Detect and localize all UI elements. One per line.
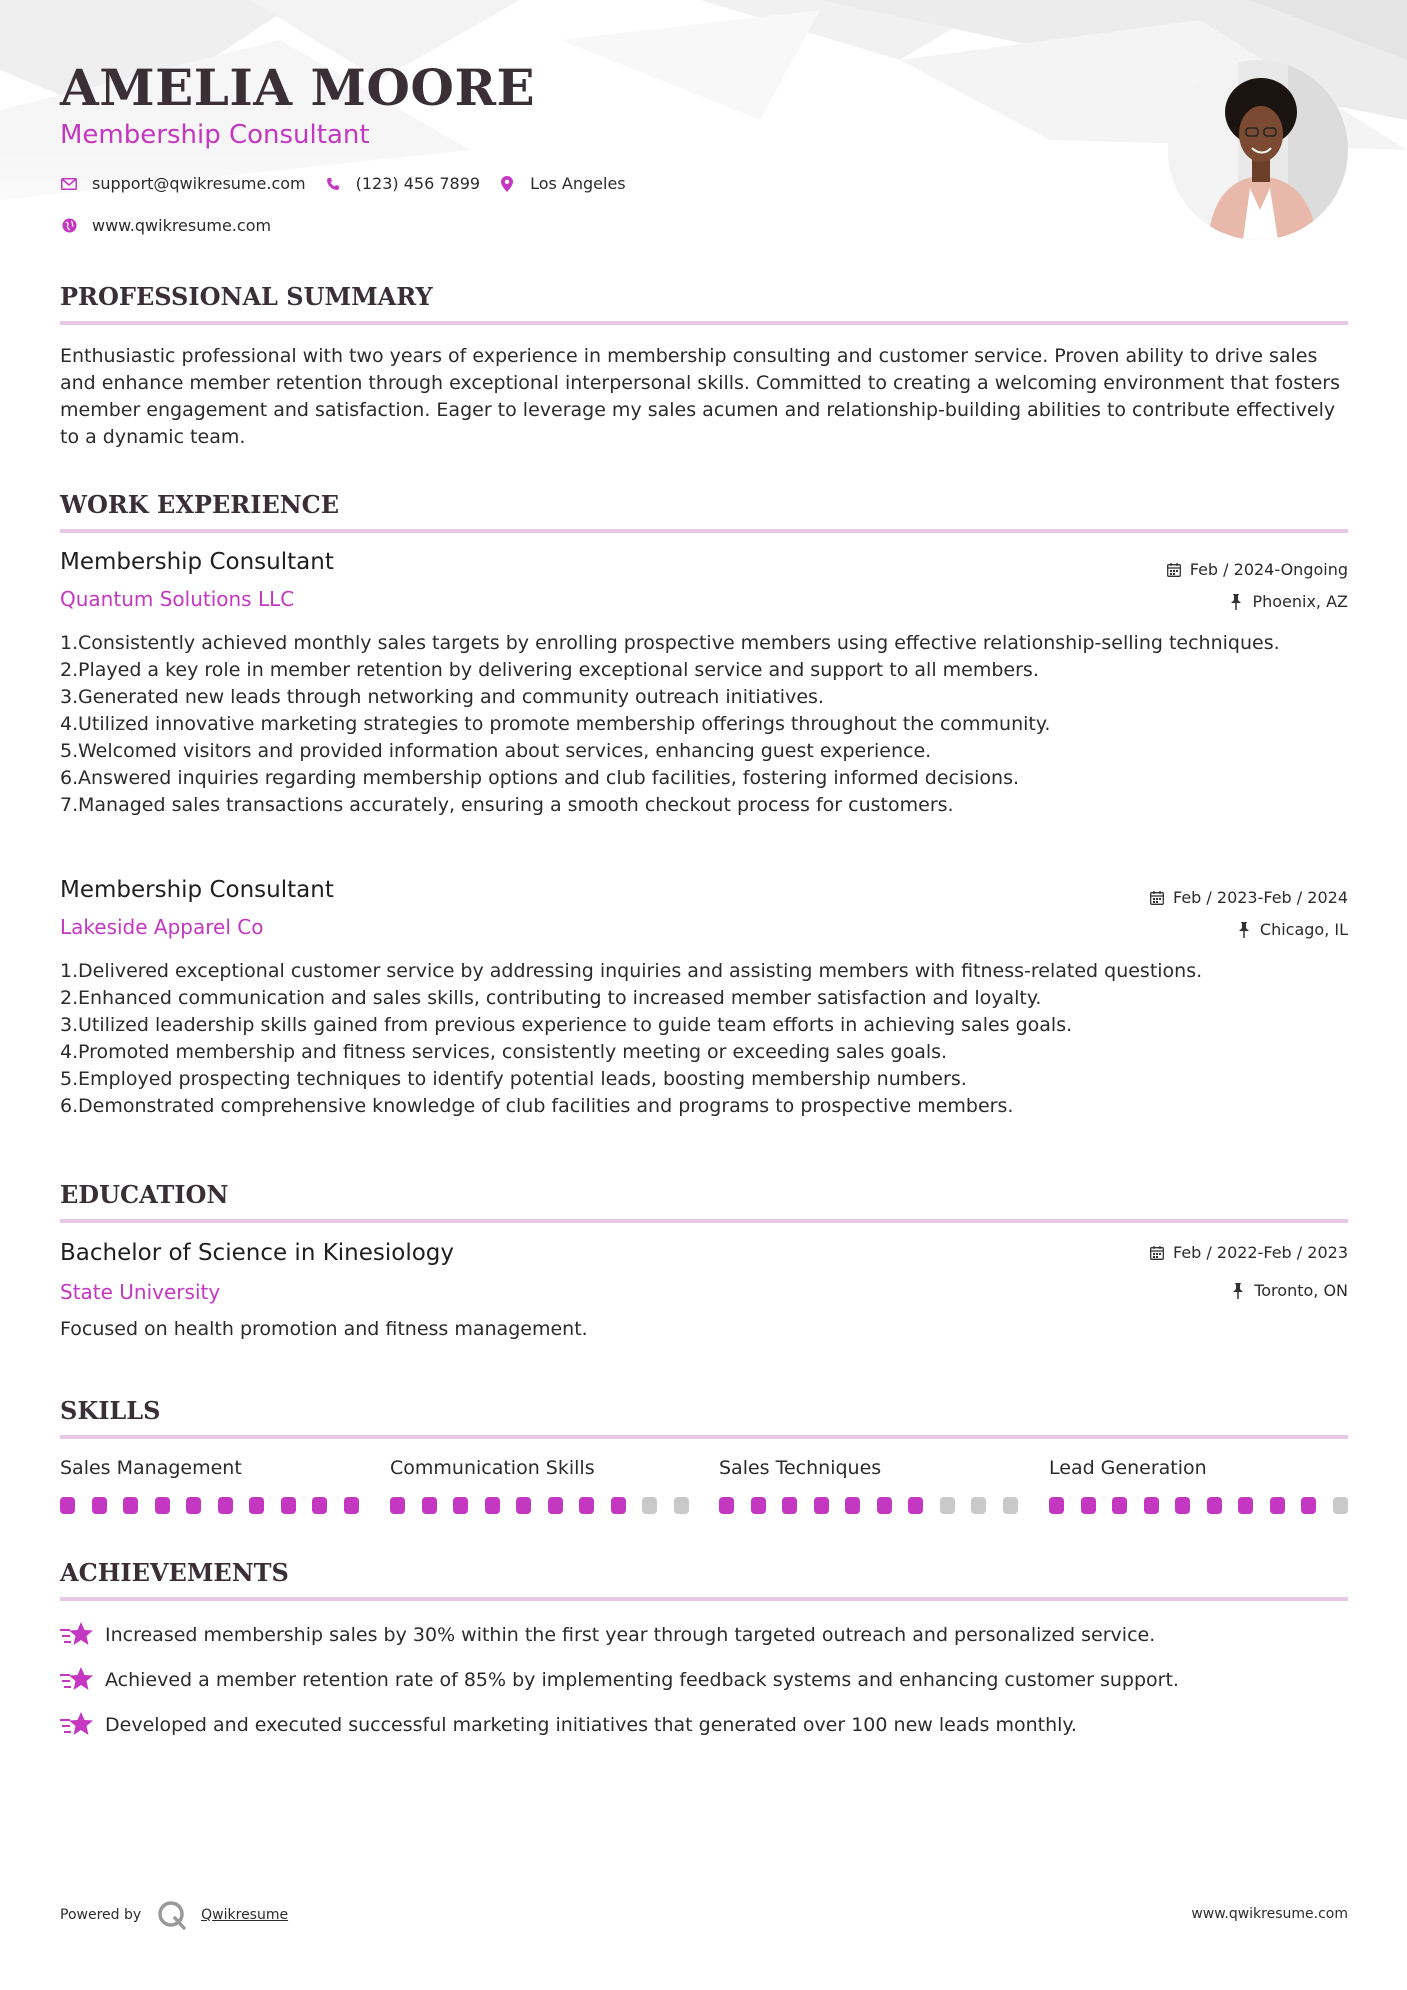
skill-name: Sales Management [60, 1457, 242, 1479]
skill-dot-filled [579, 1497, 594, 1514]
skill-dot-empty [1003, 1497, 1018, 1514]
job-2-title: Membership Consultant [60, 877, 334, 903]
skill-dot-filled [1270, 1497, 1285, 1514]
skill-dot-filled [218, 1497, 233, 1514]
skill-dot-empty [674, 1497, 689, 1514]
skill-item [390, 1457, 690, 1479]
skill-rating [390, 1497, 705, 1514]
list-item: 1. Delivered exceptional customer service by addressing inquiries and assisting members with fitness-related questions. [60, 960, 1203, 982]
skill-item [60, 1457, 360, 1479]
skill-dot-filled [186, 1497, 201, 1514]
skill-dot-filled [92, 1497, 107, 1514]
achievement-text: Developed and executed successful marketing initiatives that generated over 100 new leads monthly. [105, 1714, 1077, 1736]
summary-heading: PROFESSIONAL SUMMARY [60, 282, 433, 311]
skill-dot-filled [249, 1497, 264, 1514]
skill-dot-filled [344, 1497, 359, 1514]
email-icon [60, 175, 78, 193]
skills-heading: SKILLS [60, 1396, 161, 1425]
contact-row-primary [60, 174, 644, 193]
list-item: 6. Demonstrated comprehensive knowledge of club facilities and programs to prospective members. [60, 1095, 1014, 1117]
education-divider [60, 1219, 1348, 1223]
calendar-icon [1149, 890, 1165, 906]
skill-dot-filled [611, 1497, 626, 1514]
powered-by-label: Powered by [60, 1907, 142, 1923]
job-2-date [1149, 888, 1348, 907]
calendar-icon [1149, 1245, 1165, 1261]
globe-icon [60, 217, 78, 235]
job-2-company: Lakeside Apparel Co [60, 915, 264, 939]
skill-dot-empty [971, 1497, 986, 1514]
list-item: 4. Promoted membership and fitness services, consistently meeting or exceeding sales goals. [60, 1041, 948, 1063]
profile-photo [1168, 60, 1348, 240]
pushpin-icon [1228, 594, 1244, 610]
calendar-icon [1166, 562, 1182, 578]
candidate-title: Membership Consultant [60, 120, 370, 150]
skill-rating [60, 1497, 375, 1514]
qwikresume-logo-icon [157, 1900, 187, 1930]
skill-dot-filled [123, 1497, 138, 1514]
skill-item [1049, 1457, 1349, 1479]
education-location [1230, 1281, 1348, 1300]
skill-dot-filled [1238, 1497, 1253, 1514]
skill-dot-filled [751, 1497, 766, 1514]
list-item: 4. Utilized innovative marketing strategies to promote membership offerings throughout the community. [60, 713, 1051, 735]
skill-dot-filled [1175, 1497, 1190, 1514]
contact-row-secondary [60, 216, 289, 235]
job-2-location [1236, 920, 1348, 939]
job-1-location [1228, 592, 1348, 611]
skill-dot-filled [719, 1497, 734, 1514]
job-1-company: Quantum Solutions LLC [60, 587, 295, 611]
skill-dot-filled [1207, 1497, 1222, 1514]
list-item: 5. Employed prospecting techniques to identify potential leads, boosting membership numbers. [60, 1068, 967, 1090]
education-location-text: Toronto, ON [1254, 1281, 1348, 1300]
job-1-bullets [60, 630, 1348, 819]
experience-heading: WORK EXPERIENCE [60, 490, 340, 519]
footer-website[interactable]: www.qwikresume.com [1191, 1906, 1348, 1922]
skill-rating [719, 1497, 1034, 1514]
achievement-item [60, 1710, 1077, 1740]
skill-name: Sales Techniques [719, 1457, 882, 1479]
job-2-bullets [60, 958, 1348, 1120]
list-item: 5. Welcomed visitors and provided information about services, enhancing guest experience. [60, 740, 932, 762]
achievements-divider [60, 1597, 1348, 1601]
job-1-title: Membership Consultant [60, 549, 334, 575]
list-item: 7. Managed sales transactions accurately, ensuring a smooth checkout process for customers. [60, 794, 954, 816]
achievement-item [60, 1620, 1155, 1650]
location-pin-icon [498, 175, 516, 193]
summary-text: Enthusiastic professional with two years of experience in membership consulting and customer service. Proven ability to drive sales and enhance member retention through exceptional interpersonal skills. Committed to creating a welcoming environment that fosters member engagement and satisfaction. Eager to leverage my sales acumen and relationship-building abilities to contribute effectively to a dynamic team. [60, 345, 1340, 448]
achievement-item [60, 1665, 1179, 1695]
education-school: State University [60, 1280, 221, 1304]
skill-dot-filled [312, 1497, 327, 1514]
skill-dot-filled [422, 1497, 437, 1514]
skill-dot-filled [877, 1497, 892, 1514]
footer-powered-by [60, 1900, 288, 1930]
job-1-date [1166, 560, 1348, 579]
shooting-star-icon [60, 1665, 94, 1695]
phone-text[interactable]: (123) 456 7899 [355, 174, 481, 193]
job-2-date-text: Feb / 2023-Feb / 2024 [1173, 888, 1348, 907]
achievement-text: Achieved a member retention rate of 85% by implementing feedback systems and enhancing customer support. [105, 1669, 1179, 1691]
shooting-star-icon [60, 1710, 94, 1740]
skill-dot-filled [548, 1497, 563, 1514]
job-1-location-text: Phoenix, AZ [1252, 592, 1348, 611]
skill-dot-filled [281, 1497, 296, 1514]
skill-dot-filled [814, 1497, 829, 1514]
education-degree: Bachelor of Science in Kinesiology [60, 1240, 455, 1266]
website-text[interactable]: www.qwikresume.com [92, 216, 272, 235]
pushpin-icon [1230, 1283, 1246, 1299]
education-description: Focused on health promotion and fitness management. [60, 1318, 588, 1340]
list-item: 3. Generated new leads through networking and community outreach initiatives. [60, 686, 824, 708]
pushpin-icon [1236, 922, 1252, 938]
skill-item [719, 1457, 1019, 1479]
skill-dot-filled [1112, 1497, 1127, 1514]
skill-dot-filled [516, 1497, 531, 1514]
qwikresume-link[interactable]: Qwikresume [201, 1907, 289, 1923]
education-date-text: Feb / 2022-Feb / 2023 [1173, 1243, 1348, 1262]
skill-dot-empty [940, 1497, 955, 1514]
list-item: 2. Enhanced communication and sales skills, contributing to increased member satisfaction and loyalty. [60, 987, 1042, 1009]
skill-dot-filled [453, 1497, 468, 1514]
list-item: 3. Utilized leadership skills gained from previous experience to guide team efforts in achieving sales goals. [60, 1014, 1073, 1036]
achievement-text: Increased membership sales by 30% within the first year through targeted outreach and personalized service. [105, 1624, 1156, 1646]
job-1-date-text: Feb / 2024-Ongoing [1189, 560, 1348, 579]
job-2-location-text: Chicago, IL [1259, 920, 1348, 939]
skill-dot-empty [642, 1497, 657, 1514]
candidate-name: AMELIA MOORE [60, 58, 536, 117]
list-item: 2. Played a key role in member retention by delivering exceptional service and support to all members. [60, 659, 1039, 681]
shooting-star-icon [60, 1620, 94, 1650]
skill-dot-empty [1333, 1497, 1348, 1514]
skill-name: Lead Generation [1049, 1457, 1207, 1479]
education-date [1149, 1243, 1348, 1262]
skill-dot-filled [1049, 1497, 1064, 1514]
skill-dot-filled [60, 1497, 75, 1514]
education-heading: EDUCATION [60, 1180, 229, 1209]
phone-icon [324, 175, 342, 193]
skills-divider [60, 1435, 1348, 1439]
skill-dot-filled [908, 1497, 923, 1514]
skill-dot-filled [155, 1497, 170, 1514]
skill-dot-filled [845, 1497, 860, 1514]
summary-divider [60, 321, 1348, 325]
skill-dot-filled [782, 1497, 797, 1514]
list-item: 6. Answered inquiries regarding membership options and club facilities, fostering informed decisions. [60, 767, 1020, 789]
skill-dot-filled [1081, 1497, 1096, 1514]
email-text[interactable]: support@qwikresume.com [92, 174, 306, 193]
skill-dot-filled [1144, 1497, 1159, 1514]
achievements-heading: ACHIEVEMENTS [60, 1558, 289, 1587]
skill-dot-filled [390, 1497, 405, 1514]
skill-rating [1049, 1497, 1364, 1514]
skill-dot-filled [485, 1497, 500, 1514]
location-text: Los Angeles [530, 174, 626, 193]
skill-dot-filled [1301, 1497, 1316, 1514]
skill-name: Communication Skills [390, 1457, 595, 1479]
list-item: 1. Consistently achieved monthly sales targets by enrolling prospective members using effective relationship-selling techniques. [60, 632, 1280, 654]
experience-divider [60, 529, 1348, 533]
